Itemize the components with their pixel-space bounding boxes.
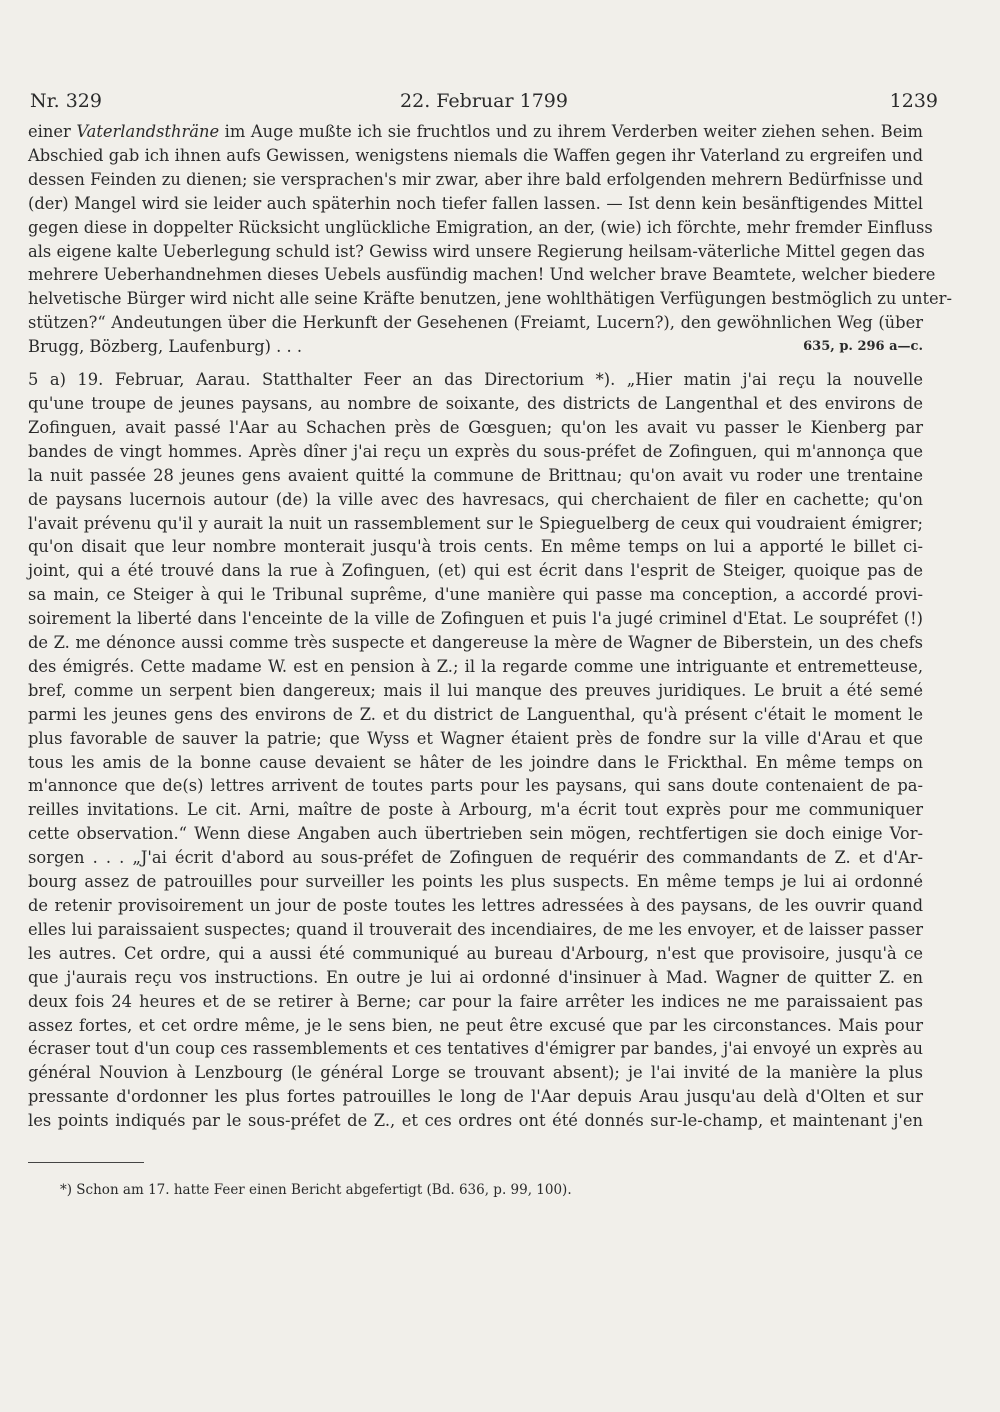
text-line: de Z. me dénonce aussi comme très suspecte et dangereuse la mère de Wagner de Biberstein, un des chefs [28, 633, 923, 653]
document-number: Nr. 329 [30, 90, 102, 112]
text-line: mehrere Ueberhandnehmen dieses Uebels ausfündig machen! Und welcher brave Beamtete, welcher biedere [28, 265, 936, 285]
text-line: qu'une troupe de jeunes paysans, au nombre de soixante, des districts de Langenthal et des environs de [28, 393, 923, 413]
header-date: 22. Februar 1799 [400, 90, 568, 112]
text-line: plus favorable de sauver la patrie; que Wyss et Wagner étaient près de fondre sur la ville d'Arau et que [28, 728, 923, 748]
text-line: Zofinguen, avait passé l'Aar au Schachen près de Gœsguen; qu'on les avait vu passer le Kienberg par [28, 417, 923, 437]
text-line: la nuit passée 28 jeunes gens avaient quitté la commune de Brittnau; qu'on avait vu roder une trentaine [28, 465, 923, 485]
footnote-divider [28, 1162, 144, 1163]
text-line: deux fois 24 heures et de se retirer à Berne; car pour la faire arrêter les indices ne me paraissaient pas [28, 991, 923, 1011]
text-line: reilles invitations. Le cit. Arni, maître de poste à Arbourg, m'a écrit tout exprès pour me communiquer [28, 800, 923, 820]
text-line: des émigrés. Cette madame W. est en pension à Z.; il la regarde comme une intriguante et entremetteuse, [28, 656, 923, 676]
text-line: parmi les jeunes gens des environs de Z. et du district de Languenthal, qu'à présent c'était le moment le [28, 704, 923, 724]
running-header [30, 86, 938, 116]
paragraph-1 [28, 120, 952, 335]
text-line: elles lui paraissaient suspectes; quand il trouverait des incendiaires, de me les envoyer, et de laisser passer [28, 919, 923, 939]
emphasis-text: Vaterlandsthräne [76, 122, 220, 141]
text-line: Abschied gab ich ihnen aufs Gewissen, wenigstens niemals die Waffen gegen ihr Vaterland zu ergreifen und [28, 145, 923, 165]
text-line: écraser tout d'un coup ces rassemblements et ces tentatives d'émigrer par bandes, j'ai envoyé un exprès au [28, 1039, 923, 1059]
text-line: qu'on disait que leur nombre monterait jusqu'à trois cents. En même temps on lui a apporté le billet ci- [28, 537, 923, 557]
text-line: tous les amis de la bonne cause devaient se hâter de les joindre dans le Frickthal. En même temps on [28, 752, 923, 772]
text-line: helvetische Bürger wird nicht alle seine Kräfte benutzen, jene wohlthätigen Verfügungen bestmöglich zu unter- [28, 289, 952, 309]
source-reference: 635, p. 296 a—c. [803, 339, 923, 355]
text-line: sorgen . . . „J'ai écrit d'abord au sous-préfet de Zofinguen de requérir des commandants de Z. et d'Ar- [28, 848, 923, 868]
text-line: (der) Mangel wird sie leider auch späterhin noch tiefer fallen lassen. — Ist denn kein besänftigendes Mittel [28, 193, 923, 213]
footnote: *) Schon am 17. hatte Feer einen Bericht abgefertigt (Bd. 636, p. 99, 100). [60, 1182, 572, 1198]
text-line: cette observation.“ Wenn diese Angaben auch übertrieben sein mögen, rechtfertigen sie doch einige Vor- [28, 824, 923, 844]
text-line: stützen?“ Andeutungen über die Herkunft der Gesehenen (Freiamt, Lucern?), den gewöhnlichen Weg (über [28, 313, 923, 333]
text-line: sa main, ce Steiger à qui le Tribunal suprême, d'une manière qui passe ma conception, a accordé provi- [28, 585, 923, 605]
text-line: de retenir provisoirement un jour de poste toutes les lettres adressées à des paysans, de les ouvrir quand [28, 896, 923, 915]
text-line: bandes de vingt hommes. Après dîner j'ai reçu un exprès du sous-préfet de Zofinguen, qui m'annonça que [28, 441, 923, 461]
text-line: m'annonce que de(s) lettres arrivent de toutes parts pour les paysans, qui sans doute contenaient de pa- [28, 776, 923, 796]
text-line: gegen diese in doppelter Rücksicht unglückliche Emigration, an der, (wie) ich förchte, mehr fremder Einfluss [28, 217, 933, 237]
paragraph-2 [28, 368, 923, 1133]
text-line: que j'aurais reçu vos instructions. En outre je lui ai ordonné d'insinuer à Mad. Wagner de quitter Z. en [28, 967, 923, 987]
text-line: pressante d'ordonner les plus fortes patrouilles le long de l'Aar depuis Arau jusqu'au delà d'Olten et sur [28, 1087, 923, 1107]
text-line: 5 a) 19. Februar, Aarau. Statthalter Feer an das Directorium *). „Hier matin j'ai reçu la nouvelle [28, 370, 923, 390]
text-line: de paysans lucernois autour (de) la ville avec des havresacs, qui cherchaient de filer en cachette; qu'on [28, 489, 923, 509]
text-line: les points indiqués par le sous-préfet de Z., et ces ordres ont été donnés sur-le-champ, et maintenant j'en [28, 1111, 923, 1131]
text-line: assez fortes, et cet ordre même, je le sens bien, ne peut être excusé que par les circonstances. Mais pour [28, 1015, 923, 1035]
text-line: joint, qui a été trouvé dans la rue à Zofinguen, (et) qui est écrit dans l'esprit de Steiger, quoique pas de [28, 561, 923, 581]
text-line: einer Vaterlandsthräne im Auge mußte ich sie fruchtlos und zu ihrem Verderben weiter ziehen sehen. Beim [28, 122, 923, 141]
text-line: bourg assez de patrouilles pour surveiller les points les plus suspects. En même temps je lui ai ordonné [28, 872, 923, 892]
text-line: soirement la liberté dans l'enceinte de la ville de Zofinguen et puis l'a jugé criminel d'Etat. Le soupréfet (!) [28, 609, 923, 629]
text-line: dessen Feinden zu dienen; sie versprachen's mir zwar, aber ihre bald erfolgenden mehrern Bedürfnisse und [28, 169, 923, 189]
text-line: bref, comme un serpent bien dangereux; mais il lui manque des preuves juridiques. Le bruit a été semé [28, 680, 923, 700]
page-number: 1239 [889, 90, 938, 112]
text-line: les autres. Cet ordre, qui a aussi été communiqué au bureau d'Arbourg, n'est que provisoire, jusqu'à ce [28, 943, 923, 963]
body-text [28, 120, 952, 1133]
text-line: als eigene kalte Ueberlegung schuld ist? Gewiss wird unsere Regierung heilsam-väterliche Mittel gegen das [28, 241, 925, 261]
text-line: l'avait prévenu qu'il y aurait la nuit un rassemblement sur le Spieguelberg de ceux qui voudraient émigrer; [28, 513, 923, 533]
text-line: général Nouvion à Lenzbourg (le général Lorge se trouvant absent); je l'ai invité de la manière la plus [28, 1063, 923, 1083]
text-line: Brugg, Bözberg, Laufenburg) . . . 635, p. 296 a—c. [28, 335, 923, 359]
